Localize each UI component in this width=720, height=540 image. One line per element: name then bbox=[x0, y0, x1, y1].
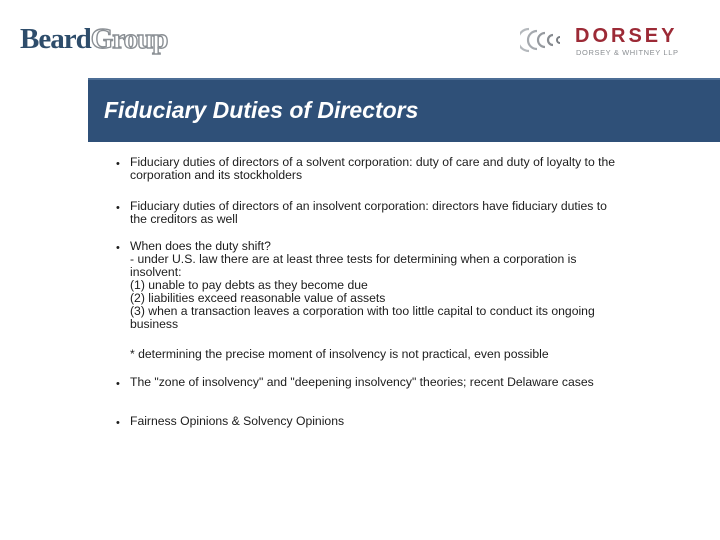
bullet-item-5 bbox=[130, 415, 700, 428]
bullet-line: the creditors as well bbox=[130, 212, 238, 226]
bullet-line: corporation and its stockholders bbox=[130, 168, 303, 182]
bullet-item-3 bbox=[130, 240, 700, 331]
dorsey-tagline: DORSEY & WHITNEY LLP bbox=[576, 48, 679, 57]
bullet-line: - under U.S. law there are at least three tests for determining when a corporation is bbox=[130, 252, 577, 266]
bullet-line: (2) liabilities exceed reasonable value of assets bbox=[130, 291, 386, 305]
bullet-item-2 bbox=[130, 200, 700, 226]
slide-title: Fiduciary Duties of Directors bbox=[104, 97, 419, 123]
group-logo-text: Group bbox=[90, 23, 168, 55]
dorsey-wave-icon bbox=[520, 26, 570, 54]
beard-logo-text: Beard bbox=[20, 23, 91, 55]
bullet-item-4 bbox=[130, 376, 700, 389]
bullet-line: Fairness Opinions & Solvency Opinions bbox=[130, 414, 345, 428]
bullet-line: The "zone of insolvency" and "deepening insolvency" theories; recent Delaware cases bbox=[130, 375, 594, 389]
title-band-rule bbox=[88, 78, 720, 80]
bullet-marker: • bbox=[116, 417, 120, 429]
title-band bbox=[88, 78, 720, 142]
bullet-marker: • bbox=[116, 158, 120, 170]
beard-group-logo bbox=[20, 22, 167, 56]
bullet-item-1 bbox=[130, 156, 700, 182]
bullet-marker: • bbox=[116, 242, 120, 254]
dorsey-name: DORSEY bbox=[575, 25, 678, 47]
bullet-line: insolvent: bbox=[130, 265, 182, 279]
bullet-line: (1) unable to pay debts as they become due bbox=[130, 278, 368, 292]
bullet-marker: • bbox=[116, 378, 120, 390]
bullet-line: Fiduciary duties of directors of an insolvent corporation: directors have fiduciary duties to bbox=[130, 199, 607, 213]
insolvency-note: * determining the precise moment of insolvency is not practical, even possible bbox=[130, 347, 549, 361]
bullet-line: (3) when a transaction leaves a corporation with too little capital to conduct its ongoing bbox=[130, 304, 595, 318]
bullet-line: business bbox=[130, 317, 179, 331]
dorsey-logo bbox=[520, 24, 706, 60]
bullet-marker: • bbox=[116, 202, 120, 214]
bullet-line: When does the duty shift? bbox=[130, 239, 271, 253]
bullet-line: Fiduciary duties of directors of a solvent corporation: duty of care and duty of loyalty to the bbox=[130, 155, 616, 169]
